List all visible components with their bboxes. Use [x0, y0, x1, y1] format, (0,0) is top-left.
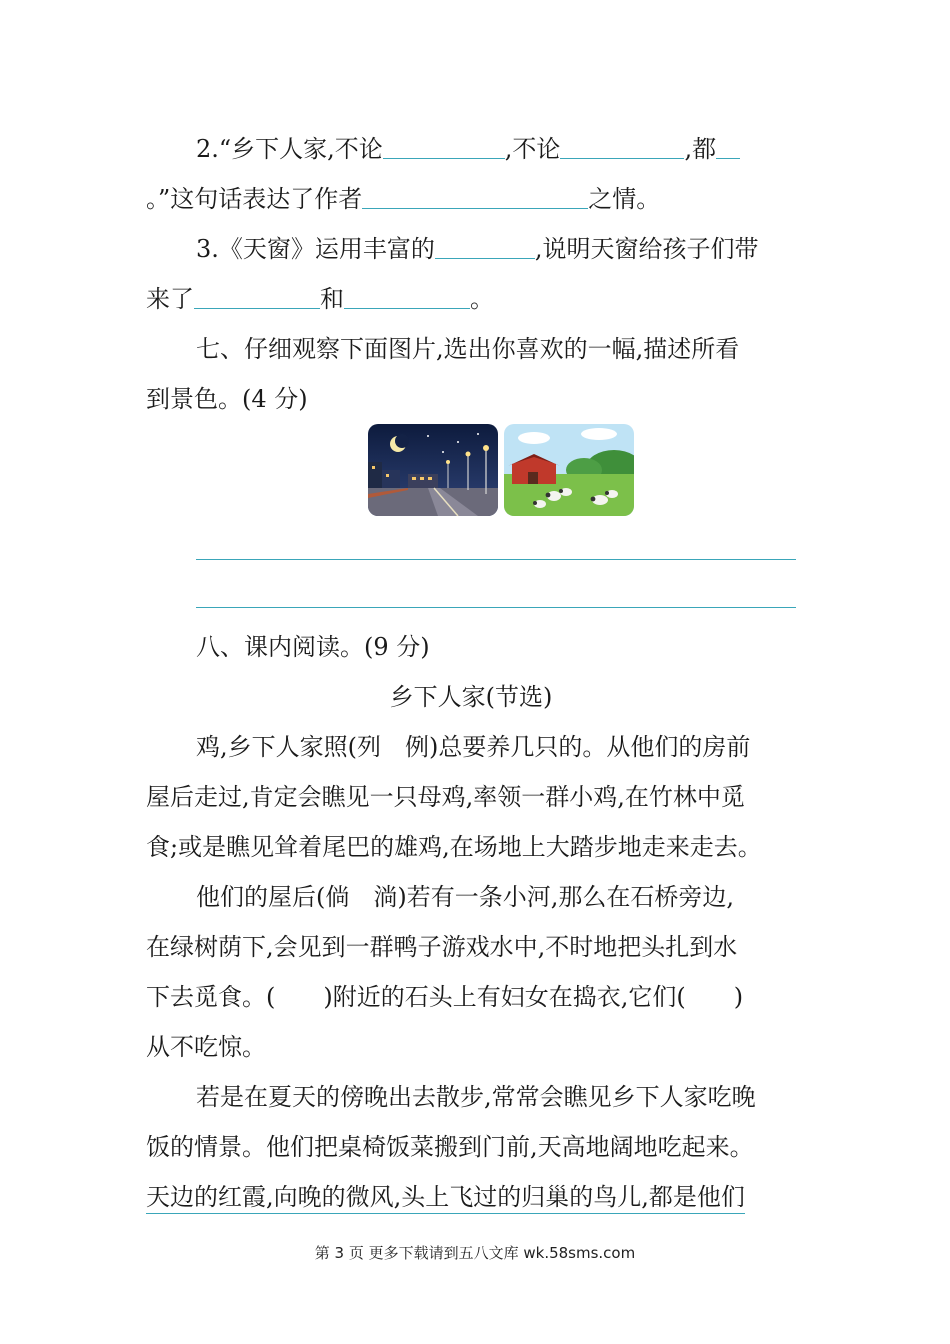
answer-blank[interactable]	[435, 234, 535, 259]
answer-blank[interactable]	[560, 134, 684, 159]
q7-line2: 到景色。(4 分)	[146, 385, 308, 413]
answer-blank[interactable]	[362, 184, 588, 209]
answer-blank[interactable]	[716, 134, 740, 159]
passage-line-underlined	[146, 1180, 796, 1214]
answer-blank[interactable]	[344, 284, 470, 309]
passage-line: 在绿树荫下,会见到一群鸭子游戏水中,不时地把头扎到水	[146, 933, 738, 961]
night-city-picture[interactable]	[368, 424, 498, 516]
passage-line: 若是在夏天的傍晚出去散步,常常会瞧见乡下人家吃晚	[196, 1083, 756, 1111]
q3-line1: 3.《天窗》运用丰富的 ,说明天窗给孩子们带	[196, 235, 759, 263]
page-footer: 第 3 页 更多下载请到五八文库 wk.58sms.com	[314, 1244, 636, 1262]
passage-line: 从不吃惊。	[146, 1033, 266, 1061]
q2-line2: 。”这句话表达了作者 之情。	[146, 185, 661, 213]
passage-line: 他们的屋后(倘 淌)若有一条小河,那么在石桥旁边,	[196, 883, 734, 911]
night-city-illustration	[368, 424, 498, 516]
answer-blank[interactable]	[383, 134, 505, 159]
passage-line: 饭的情景。他们把桌椅饭菜搬到门前,天高地阔地吃起来。	[146, 1133, 754, 1161]
q7-line1: 七、仔细观察下面图片,选出你喜欢的一幅,描述所看	[196, 335, 740, 363]
q2-line1: 2.“乡下人家,不论 ,不论 ,都	[196, 132, 796, 166]
answer-writing-line[interactable]	[196, 607, 796, 608]
q8-heading: 八、课内阅读。(9 分)	[196, 633, 430, 661]
q3-line2: 来了 和 。	[146, 285, 494, 313]
farm-sheep-illustration	[504, 424, 634, 516]
underlined-sentence: 天边的红霞,向晚的微风,头上飞过的归巢的鸟儿,都是他们	[146, 1183, 745, 1214]
answer-writing-line[interactable]	[196, 559, 796, 560]
farm-sheep-picture[interactable]	[504, 424, 634, 516]
passage-line: 鸡,乡下人家照(列 例)总要养几只的。从他们的房前	[196, 733, 751, 761]
passage-line: 屋后走过,肯定会瞧见一只母鸡,率领一群小鸡,在竹林中觅	[146, 783, 745, 811]
passage-line: 食;或是瞧见耸着尾巴的雄鸡,在场地上大踏步地走来走去。	[146, 833, 762, 861]
passage-line: 下去觅食。( )附近的石头上有妇女在捣衣,它们( )	[146, 983, 744, 1011]
answer-blank[interactable]	[194, 284, 320, 309]
passage-title: 乡下人家(节选)	[389, 683, 553, 711]
